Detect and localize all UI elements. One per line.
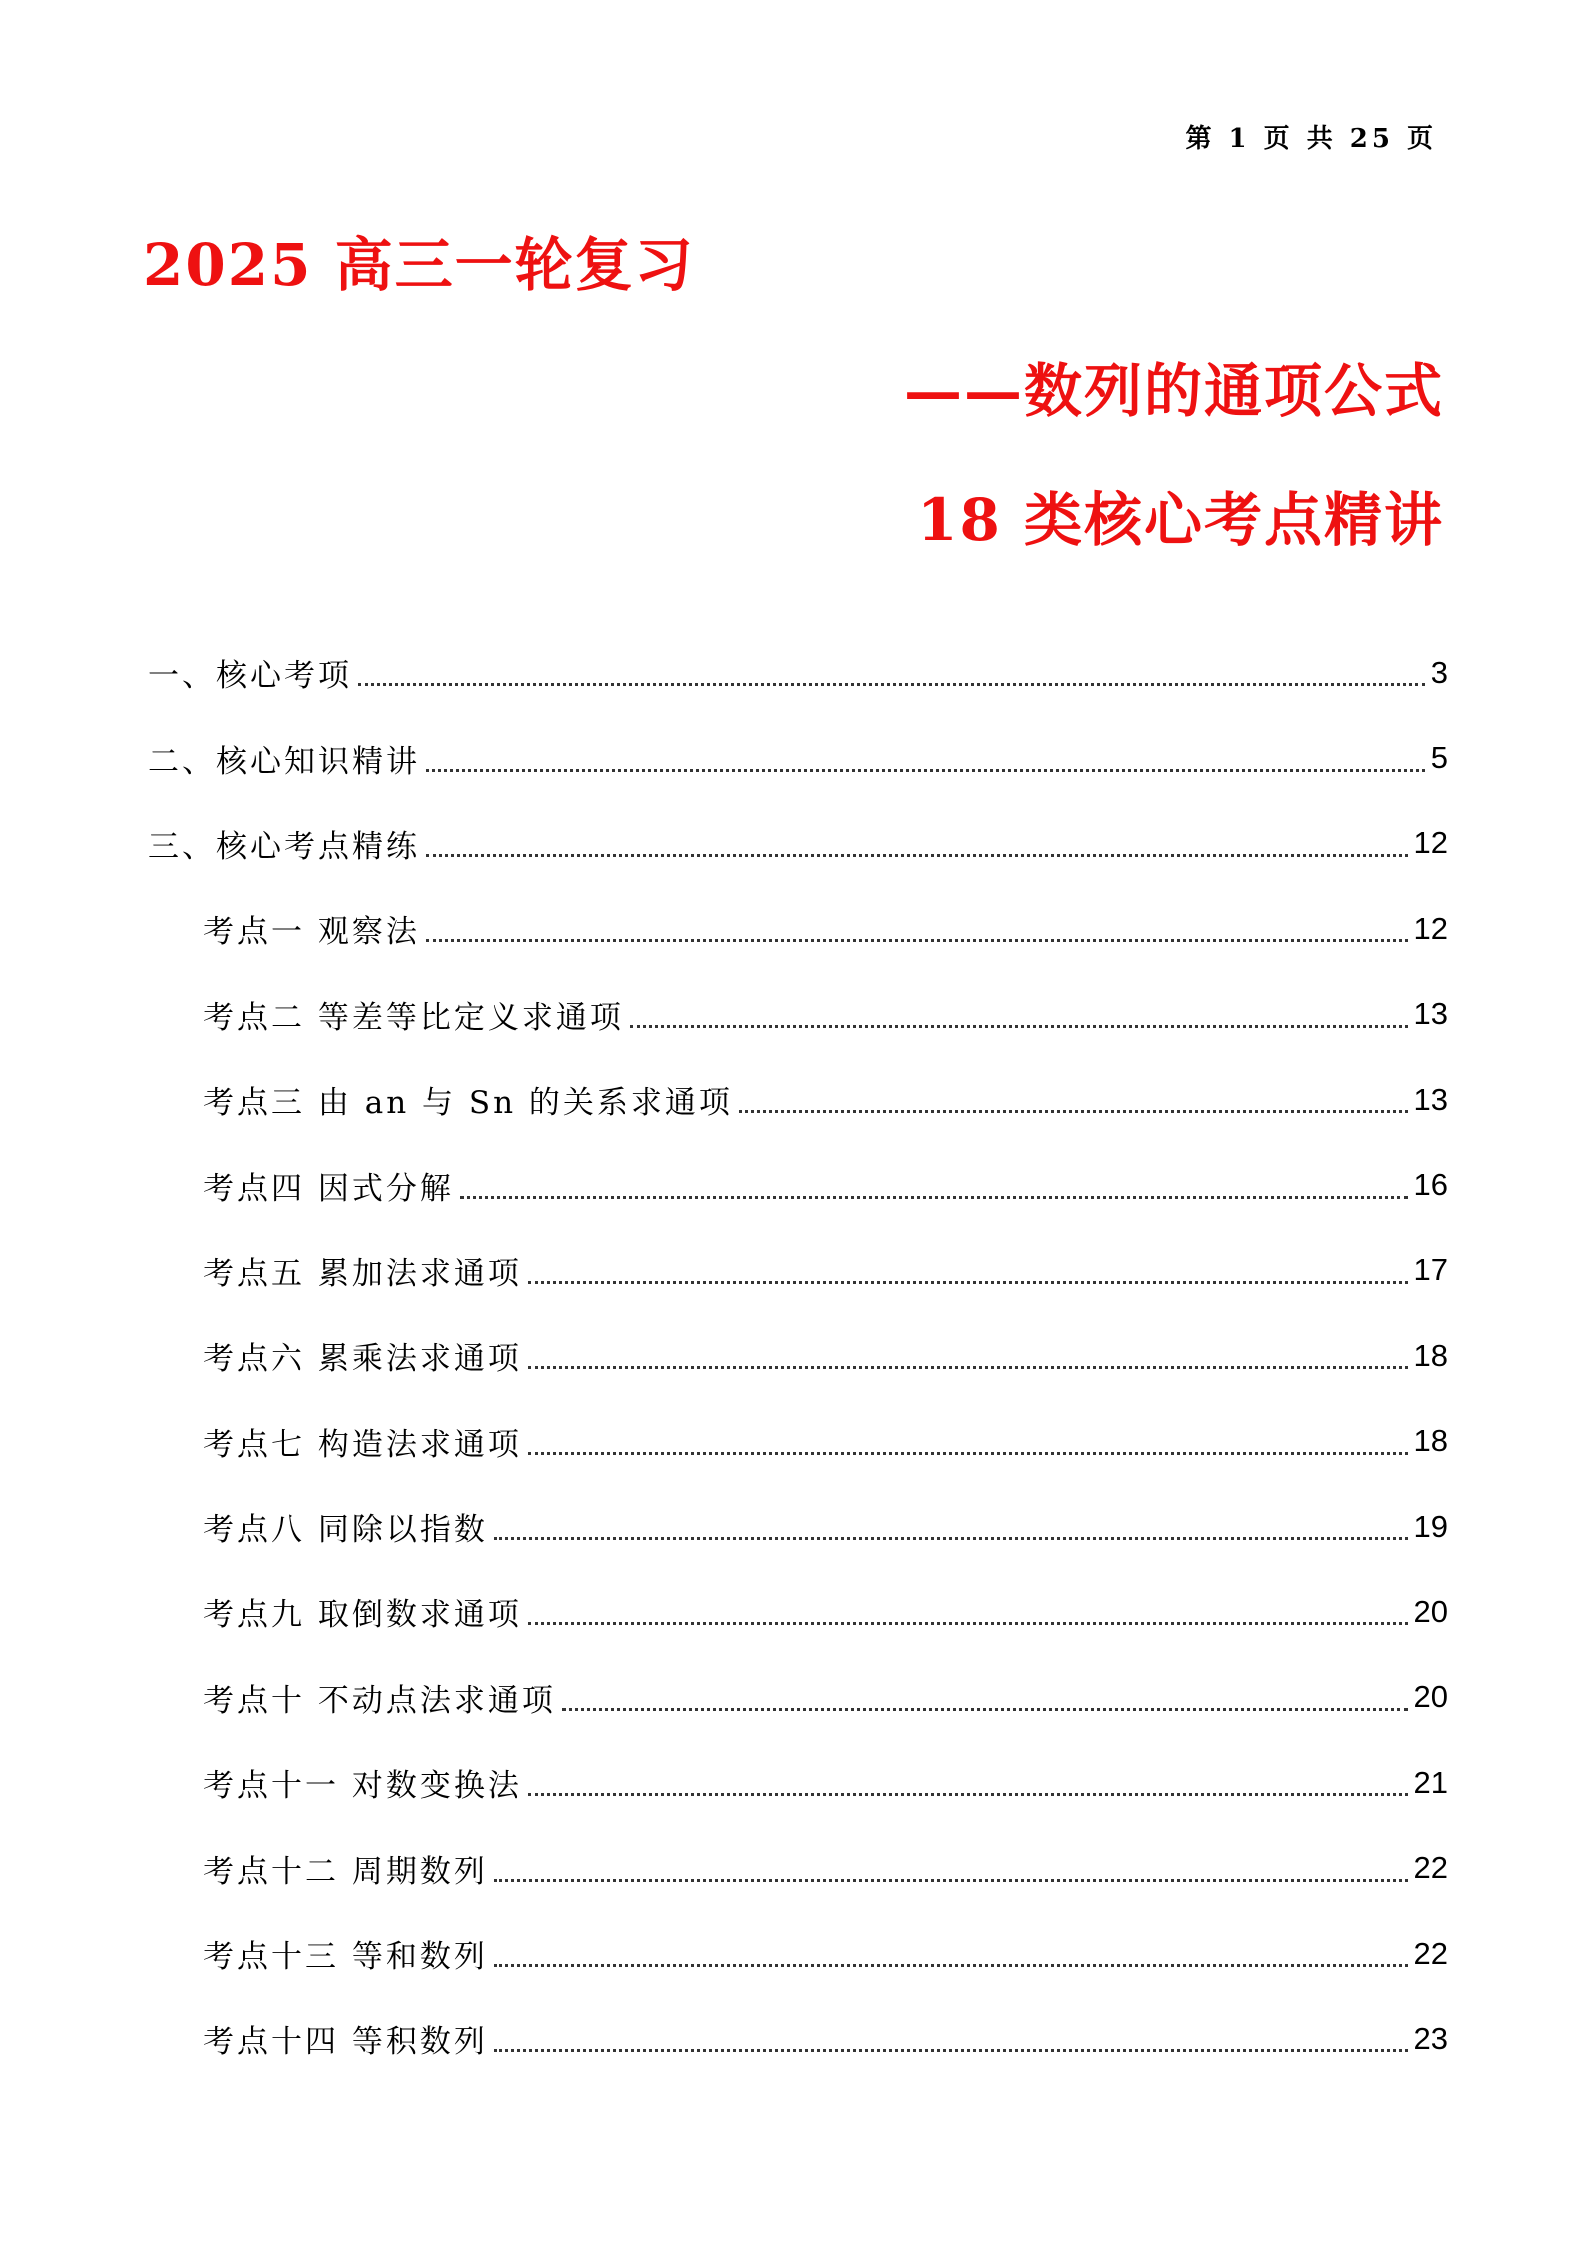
toc-entry-page: 12 [1413, 910, 1448, 946]
toc-leader-dots [528, 1452, 1408, 1455]
toc-entry[interactable] [148, 1911, 1448, 1996]
toc-entry-page: 18 [1413, 1337, 1448, 1373]
toc-entry-page: 12 [1413, 825, 1448, 861]
toc-entry-label: 考点十三 等和数列 [203, 1939, 488, 1976]
toc-entry[interactable] [148, 630, 1448, 715]
toc-leader-dots [528, 1793, 1408, 1796]
toc-entry[interactable] [148, 715, 1448, 800]
toc-entry-label: 考点十一 对数变换法 [203, 1768, 522, 1805]
toc-entry-label: 考点六 累乘法求通项 [203, 1341, 522, 1378]
toc-entry-page: 22 [1413, 1935, 1448, 1971]
toc-entry-page: 22 [1413, 1850, 1448, 1886]
document-title: 2025 高三一轮复习 [143, 231, 695, 299]
toc-entry-page: 17 [1413, 1252, 1448, 1288]
toc-entry[interactable] [148, 972, 1448, 1057]
toc-leader-dots [426, 854, 1408, 857]
toc-entry-page: 16 [1413, 1167, 1448, 1203]
toc-entry-label: 考点九 取倒数求通项 [203, 1597, 522, 1634]
table-of-contents [148, 630, 1448, 2082]
toc-leader-dots [528, 1281, 1408, 1284]
toc-entry[interactable] [148, 1057, 1448, 1142]
document-subtitle: ——数列的通项公式 [903, 357, 1444, 425]
toc-entry-label: 考点十 不动点法求通项 [203, 1682, 556, 1719]
toc-leader-dots [528, 1366, 1408, 1369]
toc-entry-label: 考点四 因式分解 [203, 1170, 454, 1207]
toc-entry-page: 3 [1430, 654, 1448, 690]
toc-entry-page: 20 [1413, 1679, 1448, 1715]
toc-entry[interactable] [148, 1399, 1448, 1484]
toc-entry[interactable] [148, 1569, 1448, 1654]
toc-entry-label: 考点五 累加法求通项 [203, 1255, 522, 1292]
toc-leader-dots [358, 683, 1425, 686]
toc-leader-dots [494, 2049, 1408, 2052]
toc-entry-page: 19 [1413, 1508, 1448, 1544]
toc-entry[interactable] [148, 1740, 1448, 1825]
toc-entry-label: 考点一 观察法 [203, 914, 420, 951]
toc-leader-dots [460, 1196, 1408, 1199]
toc-entry[interactable] [148, 1228, 1448, 1313]
page-indicator: 第 1 页 共 25 页 [1185, 124, 1437, 154]
toc-entry-page: 23 [1413, 2020, 1448, 2056]
toc-entry[interactable] [148, 886, 1448, 971]
toc-leader-dots [528, 1622, 1408, 1625]
toc-entry[interactable] [148, 1142, 1448, 1227]
toc-entry-label: 考点二 等差等比定义求通项 [203, 999, 624, 1036]
toc-leader-dots [494, 1964, 1408, 1967]
toc-leader-dots [494, 1879, 1408, 1882]
toc-leader-dots [630, 1025, 1408, 1028]
toc-entry-label: 考点七 构造法求通项 [203, 1426, 522, 1463]
toc-entry[interactable] [148, 801, 1448, 886]
document-subtitle-2: 18 类核心考点精讲 [917, 486, 1444, 554]
toc-entry-page: 13 [1413, 1081, 1448, 1117]
toc-entry[interactable] [148, 1313, 1448, 1398]
toc-entry-page: 5 [1430, 740, 1448, 776]
toc-entry-label: 考点十四 等积数列 [203, 2024, 488, 2061]
toc-leader-dots [426, 939, 1408, 942]
toc-entry-page: 21 [1413, 1764, 1448, 1800]
toc-entry[interactable] [148, 1825, 1448, 1910]
toc-leader-dots [739, 1110, 1408, 1113]
toc-entry-page: 20 [1413, 1593, 1448, 1629]
toc-entry[interactable] [148, 1996, 1448, 2081]
toc-entry-label: 三、核心考点精练 [148, 828, 420, 865]
toc-entry-label: 考点十二 周期数列 [203, 1853, 488, 1890]
toc-entry[interactable] [148, 1655, 1448, 1740]
toc-entry-label: 考点八 同除以指数 [203, 1512, 488, 1549]
toc-leader-dots [562, 1708, 1408, 1711]
toc-leader-dots [426, 769, 1425, 772]
toc-entry-label: 考点三 由 an 与 Sn 的关系求通项 [203, 1085, 733, 1122]
toc-entry-page: 13 [1413, 996, 1448, 1032]
toc-leader-dots [494, 1537, 1408, 1540]
toc-entry-label: 一、核心考项 [148, 658, 352, 695]
toc-entry-label: 二、核心知识精讲 [148, 743, 420, 780]
toc-entry-page: 18 [1413, 1423, 1448, 1459]
toc-entry[interactable] [148, 1484, 1448, 1569]
